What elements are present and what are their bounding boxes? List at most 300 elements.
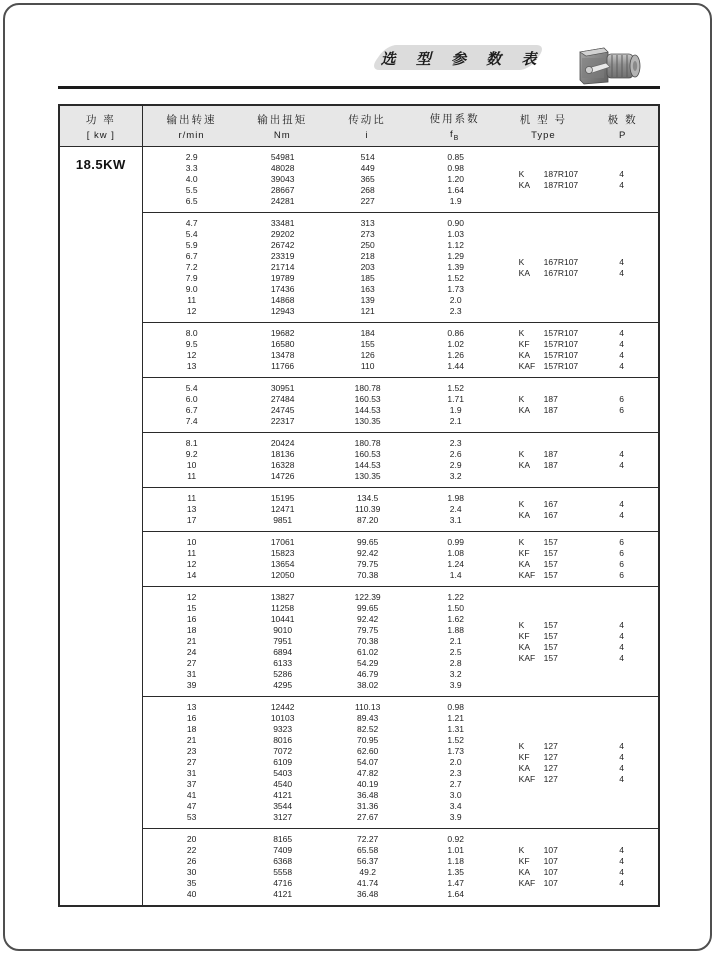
cell-factor: 0.99: [447, 537, 464, 547]
col-header-output-torque: 输出扭矩 Nm: [257, 113, 308, 141]
cell-factor: 1.31: [447, 724, 464, 734]
cell-torque: 4121: [273, 790, 293, 800]
cell-speed: 6.0: [185, 394, 198, 404]
type-prefix: KAF: [518, 773, 536, 784]
cell-factor: 2.7: [449, 779, 462, 789]
cell-ratio: 62.60: [357, 746, 379, 756]
type-model: 157: [543, 548, 558, 558]
cell-speed: 2.9: [185, 152, 198, 162]
type-prefix: K: [518, 328, 525, 338]
col-header-ratio: 传动比 i: [348, 113, 386, 141]
cell-speed: 8.1: [185, 438, 198, 448]
cell-torque: 6894: [273, 647, 293, 657]
poles-value: 4: [619, 619, 625, 630]
type-row: [519, 631, 660, 642]
cell-speed: 30: [186, 867, 197, 877]
cell-ratio: 72.27: [357, 834, 379, 844]
table-row: [143, 889, 658, 900]
table-row: [143, 152, 658, 163]
cell-factor: 1.35: [447, 867, 464, 877]
type-group: [519, 257, 660, 279]
cell-torque: 3544: [273, 801, 293, 811]
cell-factor: 1.12: [447, 240, 464, 250]
type-row: [519, 361, 660, 372]
cell-factor: 1.9: [449, 196, 462, 206]
cell-factor: 0.90: [447, 218, 464, 228]
cell-factor: 2.3: [449, 306, 462, 316]
table-block: [143, 828, 658, 905]
cell-ratio: 89.43: [357, 713, 379, 723]
cell-factor: 1.47: [447, 878, 464, 888]
type-row: [519, 548, 660, 559]
type-row: [519, 878, 660, 889]
cell-speed: 12: [186, 350, 197, 360]
cell-ratio: 40.19: [357, 779, 379, 789]
cell-factor: 1.03: [447, 229, 464, 239]
type-row: [519, 845, 660, 856]
cell-torque: 3127: [273, 812, 293, 822]
cell-torque: 11766: [271, 361, 295, 371]
poles-value: 6: [619, 405, 625, 415]
cell-ratio: 54.29: [357, 658, 379, 668]
cell-speed: 35: [186, 878, 197, 888]
cell-speed: 23: [186, 746, 197, 756]
type-model: 167: [543, 498, 558, 509]
cell-ratio: 449: [360, 163, 375, 173]
cell-torque: 10441: [270, 614, 295, 624]
cell-torque: 29202: [270, 229, 295, 239]
cell-factor: 1.73: [447, 284, 464, 294]
cell-ratio: 110.39: [354, 504, 381, 514]
poles-value: 6: [619, 559, 625, 569]
col-header-output-speed: 输出转速 r/min: [166, 113, 217, 141]
cell-ratio: 110: [360, 361, 375, 371]
table-row: [143, 724, 658, 735]
type-prefix: KAF: [518, 878, 536, 888]
cell-factor: 1.22: [447, 592, 464, 602]
type-model: 157: [543, 559, 558, 569]
type-row: [519, 570, 660, 581]
cell-torque: 12442: [270, 702, 295, 712]
type-model: 157: [543, 630, 558, 641]
cell-torque: 27484: [270, 394, 295, 404]
cell-speed: 15: [186, 603, 197, 613]
power-column: [60, 147, 143, 905]
type-row: [519, 537, 660, 548]
type-model: 157R107: [543, 339, 579, 349]
type-prefix: KF: [518, 751, 530, 762]
type-row: [519, 867, 660, 878]
type-model: 187: [543, 449, 558, 459]
cell-factor: 1.73: [447, 746, 464, 756]
type-group: [519, 169, 660, 191]
cell-ratio: 61.02: [357, 647, 379, 657]
cell-torque: 11258: [271, 603, 295, 613]
cell-factor: 1.52: [447, 735, 464, 745]
cell-factor: 1.50: [447, 603, 464, 613]
cell-speed: 3.3: [185, 163, 198, 173]
type-prefix: KF: [518, 548, 530, 558]
cell-ratio: 36.48: [357, 790, 379, 800]
cell-torque: 12471: [270, 504, 295, 514]
cell-speed: 10: [186, 537, 197, 547]
type-row: [519, 180, 660, 191]
cell-torque: 20424: [270, 438, 295, 448]
type-row: [519, 620, 660, 631]
selection-parameter-table: [58, 104, 660, 907]
cell-torque: 33481: [270, 218, 295, 228]
type-prefix: KA: [518, 460, 530, 470]
poles-value: 4: [619, 350, 625, 360]
table-body: [60, 147, 658, 905]
table-row: [143, 438, 658, 449]
cell-ratio: 185: [360, 273, 375, 283]
cell-speed: 16: [186, 713, 197, 723]
type-row: [519, 752, 660, 763]
cell-torque: 30951: [270, 383, 295, 393]
cell-ratio: 99.65: [357, 603, 379, 613]
table-row: [143, 240, 658, 251]
type-model: 107: [543, 845, 558, 855]
cell-ratio: 122.39: [354, 592, 381, 602]
cell-speed: 20: [186, 834, 197, 844]
type-group: [519, 741, 660, 785]
cell-factor: 2.3: [449, 768, 462, 778]
table-header-row: [60, 106, 658, 147]
cell-ratio: 139: [360, 295, 375, 305]
poles-value: 4: [619, 878, 625, 888]
cell-ratio: 47.82: [357, 768, 379, 778]
type-prefix: KA: [518, 559, 530, 569]
col-header-service-factor: 使用系数 $f_B$: [429, 112, 480, 142]
cell-ratio: 180.78: [354, 383, 381, 393]
type-prefix: KAF: [518, 570, 536, 580]
cell-ratio: 70.95: [357, 735, 379, 745]
cell-ratio: 92.42: [357, 614, 379, 624]
cell-torque: 5558: [273, 867, 293, 877]
cell-factor: 1.26: [447, 350, 464, 360]
cell-factor: 2.0: [449, 295, 462, 305]
cell-speed: 5.9: [185, 240, 198, 250]
cell-speed: 7.9: [185, 273, 198, 283]
cell-speed: 47: [186, 801, 197, 811]
cell-ratio: 46.79: [357, 669, 379, 679]
cell-ratio: 54.07: [357, 757, 379, 767]
cell-torque: 5403: [273, 768, 293, 778]
cell-ratio: 160.53: [354, 394, 381, 404]
poles-value: 4: [619, 168, 625, 179]
cell-speed: 27: [186, 757, 197, 767]
cell-ratio: 87.20: [357, 515, 379, 525]
type-prefix: K: [518, 394, 525, 404]
cell-speed: 6.7: [185, 405, 198, 415]
cell-speed: 7.4: [185, 416, 198, 426]
poles-value: 4: [619, 845, 625, 855]
cell-speed: 22: [186, 845, 197, 855]
cell-torque: 8165: [273, 834, 293, 844]
cell-torque: 7072: [273, 746, 293, 756]
cell-speed: 4.0: [185, 174, 198, 184]
cell-factor: 1.62: [447, 614, 464, 624]
type-row: [519, 499, 660, 510]
table-row: [143, 834, 658, 845]
type-model: 157: [543, 619, 558, 630]
type-row: [519, 405, 660, 416]
col-header-poles: 极 数 P: [607, 113, 638, 141]
cell-factor: 3.0: [449, 790, 462, 800]
cell-ratio: 218: [360, 251, 375, 261]
cell-ratio: 49.2: [359, 867, 376, 877]
type-row: [519, 642, 660, 653]
type-prefix: KA: [518, 179, 530, 190]
table-block: [143, 531, 658, 586]
cell-ratio: 250: [360, 240, 375, 250]
type-model: 157: [543, 652, 558, 663]
cell-speed: 10: [186, 460, 197, 470]
cell-ratio: 99.65: [357, 537, 379, 547]
cell-speed: 11: [187, 471, 197, 481]
type-model: 157: [543, 641, 558, 652]
table-block: [143, 432, 658, 487]
type-row: [519, 328, 660, 339]
type-row: [519, 774, 660, 785]
poles-value: 6: [619, 394, 625, 404]
cell-torque: 9851: [273, 515, 293, 525]
table-row: [143, 702, 658, 713]
cell-speed: 39: [186, 680, 197, 690]
type-model: 187R107: [543, 179, 579, 190]
cell-torque: 12050: [270, 570, 295, 580]
poles-value: 4: [619, 630, 625, 641]
cell-speed: 26: [186, 856, 197, 866]
cell-speed: 17: [186, 515, 197, 525]
table-row: [143, 669, 658, 680]
cell-speed: 5.4: [185, 383, 198, 393]
type-group: [519, 499, 660, 521]
cell-speed: 5.5: [185, 185, 198, 195]
cell-ratio: 82.52: [357, 724, 379, 734]
cell-factor: 1.01: [447, 845, 464, 855]
cell-torque: 15195: [270, 493, 295, 503]
cell-factor: 1.88: [447, 625, 464, 635]
cell-torque: 19682: [270, 328, 295, 338]
cell-speed: 24: [186, 647, 197, 657]
cell-ratio: 134.5: [357, 493, 379, 503]
cell-ratio: 273: [360, 229, 375, 239]
cell-ratio: 31.36: [357, 801, 379, 811]
cell-factor: 2.4: [449, 504, 462, 514]
table-row: [143, 713, 658, 724]
cell-torque: 17436: [270, 284, 295, 294]
table-row: [143, 295, 658, 306]
type-prefix: KF: [518, 339, 530, 349]
cell-torque: 4121: [273, 889, 293, 899]
poles-value: 4: [619, 267, 625, 278]
cell-speed: 11: [187, 548, 197, 558]
cell-ratio: 70.38: [357, 570, 379, 580]
type-model: 187: [543, 394, 558, 404]
cell-speed: 18: [186, 625, 197, 635]
type-group: [519, 845, 660, 889]
type-row: [519, 169, 660, 180]
type-prefix: KA: [518, 350, 530, 360]
poles-value: 4: [619, 449, 625, 459]
cell-factor: 1.24: [447, 559, 464, 569]
type-prefix: K: [518, 619, 525, 630]
cell-torque: 16580: [270, 339, 295, 349]
table-row: [143, 218, 658, 229]
cell-ratio: 36.48: [357, 889, 379, 899]
poles-value: 4: [619, 856, 625, 866]
cell-ratio: 65.58: [357, 845, 379, 855]
type-model: 107: [543, 867, 558, 877]
table-row: [143, 416, 658, 427]
cell-torque: 24745: [270, 405, 295, 415]
cell-torque: 5286: [273, 669, 293, 679]
type-model: 167R107: [543, 267, 579, 278]
header-divider-rule: [58, 86, 660, 89]
cell-factor: 0.92: [447, 834, 464, 844]
power-rating-label: 18.5KW: [75, 157, 126, 172]
type-row: [519, 856, 660, 867]
cell-factor: 1.9: [449, 405, 462, 415]
type-row: [519, 350, 660, 361]
cell-speed: 37: [186, 779, 197, 789]
cell-factor: 3.9: [449, 812, 462, 822]
cell-factor: 0.85: [447, 152, 464, 162]
cell-torque: 6109: [273, 757, 293, 767]
cell-ratio: 163: [360, 284, 375, 294]
type-row: [519, 268, 660, 279]
cell-speed: 31: [186, 669, 197, 679]
cell-factor: 2.3: [449, 438, 462, 448]
cell-factor: 1.4: [449, 570, 462, 580]
cell-torque: 14868: [270, 295, 295, 305]
cell-ratio: 130.35: [354, 416, 381, 426]
cell-speed: 12: [186, 592, 197, 602]
cell-torque: 17061: [270, 537, 295, 547]
cell-ratio: 56.37: [357, 856, 379, 866]
type-group: [519, 394, 660, 416]
cell-ratio: 130.35: [354, 471, 381, 481]
table-row: [143, 790, 658, 801]
cell-ratio: 79.75: [357, 559, 379, 569]
cell-torque: 4540: [273, 779, 293, 789]
cell-speed: 18: [186, 724, 197, 734]
poles-value: 6: [619, 537, 625, 547]
type-row: [519, 257, 660, 268]
cell-speed: 21: [186, 735, 197, 745]
cell-factor: 3.4: [449, 801, 462, 811]
cell-factor: 2.8: [449, 658, 462, 668]
table-block: [143, 586, 658, 696]
type-group: [519, 537, 660, 581]
data-column: [143, 147, 658, 905]
poles-value: 4: [619, 460, 625, 470]
cell-ratio: 79.75: [357, 625, 379, 635]
table-row: [143, 229, 658, 240]
cell-factor: 1.44: [447, 361, 464, 371]
cell-torque: 9010: [273, 625, 293, 635]
table-row: [143, 680, 658, 691]
poles-value: 6: [619, 548, 625, 558]
cell-torque: 7409: [273, 845, 293, 855]
cell-factor: 0.98: [447, 702, 464, 712]
cell-torque: 12943: [270, 306, 295, 316]
cell-torque: 21714: [270, 262, 295, 272]
poles-value: 4: [619, 339, 625, 349]
cell-speed: 4.7: [185, 218, 198, 228]
poles-value: 4: [619, 751, 625, 762]
col-header-power: 功 率 [ kw ]: [60, 106, 143, 146]
cell-ratio: 514: [360, 152, 375, 162]
cell-factor: 1.02: [447, 339, 464, 349]
table-block: [143, 322, 658, 377]
type-model: 187: [543, 460, 558, 470]
table-row: [143, 196, 658, 207]
type-row: [519, 460, 660, 471]
cell-speed: 12: [186, 559, 197, 569]
cell-torque: 22317: [270, 416, 295, 426]
type-row: [519, 449, 660, 460]
cell-torque: 24281: [270, 196, 295, 206]
cell-torque: 18136: [270, 449, 295, 459]
type-prefix: KA: [518, 405, 530, 415]
type-prefix: K: [518, 256, 525, 267]
cell-torque: 16328: [270, 460, 295, 470]
cell-factor: 0.86: [447, 328, 464, 338]
poles-value: 4: [619, 328, 625, 338]
type-model: 127: [543, 740, 558, 751]
cell-factor: 1.71: [447, 394, 464, 404]
cell-torque: 6368: [273, 856, 293, 866]
type-model: 127: [543, 762, 558, 773]
table-row: [143, 383, 658, 394]
table-block: [143, 487, 658, 531]
type-prefix: KA: [518, 867, 530, 877]
cell-factor: 1.29: [447, 251, 464, 261]
cell-ratio: 110.13: [354, 702, 381, 712]
type-model: 157R107: [543, 350, 579, 360]
type-prefix: K: [518, 498, 525, 509]
type-model: 167R107: [543, 256, 579, 267]
cell-ratio: 227: [360, 196, 375, 206]
cell-speed: 12: [186, 306, 197, 316]
type-row: [519, 559, 660, 570]
cell-torque: 13827: [270, 592, 295, 602]
table-row: [143, 812, 658, 823]
cell-speed: 27: [186, 658, 197, 668]
cell-speed: 7.2: [185, 262, 198, 272]
cell-factor: 1.18: [447, 856, 464, 866]
poles-value: 4: [619, 179, 625, 190]
type-model: 157R107: [543, 328, 579, 338]
cell-torque: 28667: [270, 185, 295, 195]
cell-factor: 1.21: [447, 713, 464, 723]
type-prefix: KF: [518, 856, 530, 866]
cell-torque: 39043: [270, 174, 295, 184]
poles-value: 4: [619, 867, 625, 877]
poles-value: 4: [619, 740, 625, 751]
cell-torque: 7951: [273, 636, 293, 646]
type-model: 187: [543, 405, 558, 415]
table-block: [143, 212, 658, 322]
cell-torque: 14726: [270, 471, 295, 481]
type-prefix: KA: [518, 641, 530, 652]
table-row: [143, 306, 658, 317]
poles-value: 6: [619, 570, 625, 580]
poles-value: 4: [619, 361, 625, 371]
